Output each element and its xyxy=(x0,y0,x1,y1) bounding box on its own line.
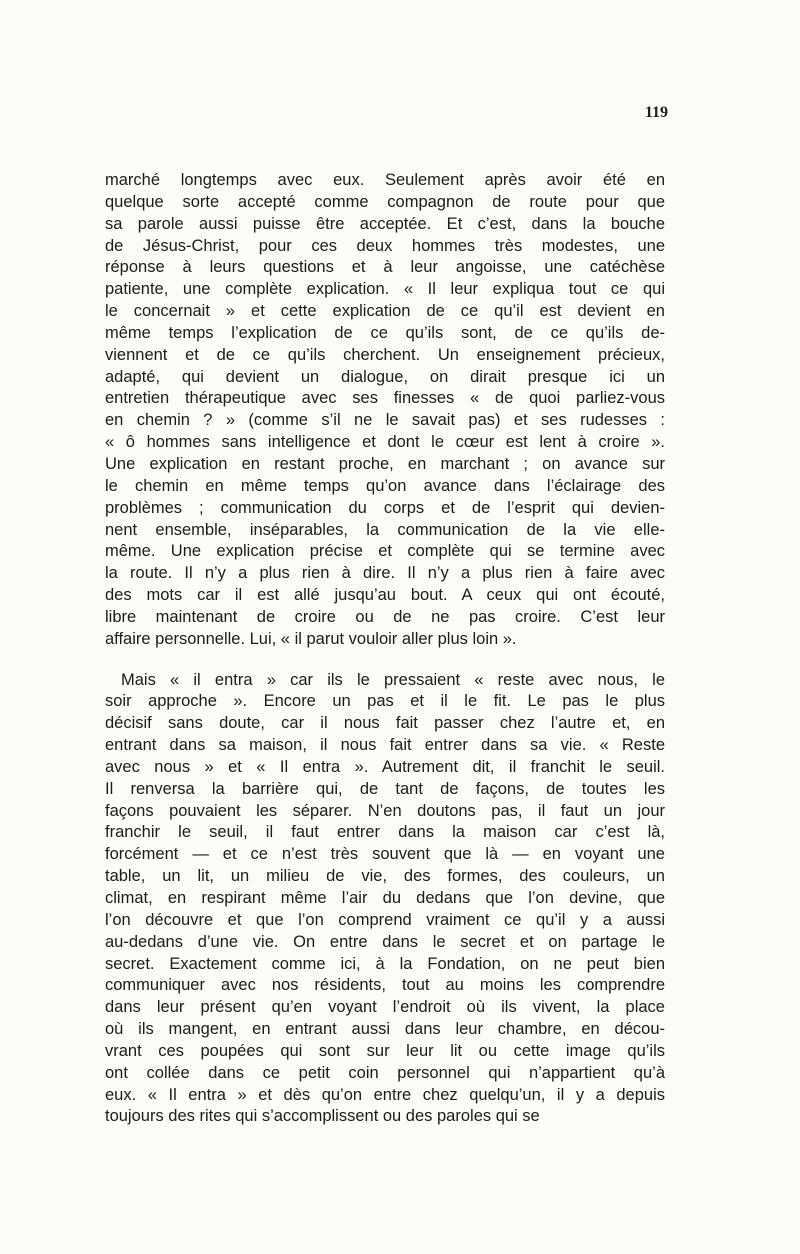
text-line: communiquer avec nos résidents, tout au moins les comprendre xyxy=(105,976,665,995)
text-line: vrant ces poupées qui sont sur leur lit ou cette image qu’ils xyxy=(105,1041,665,1060)
paragraph-2 xyxy=(105,670,665,1129)
text-line: réponse à leurs questions et à leur angoisse, une catéchèse xyxy=(105,258,665,277)
text-line: en chemin ? » (comme s’il ne le savait pas) et ses rudesses : xyxy=(105,411,665,430)
text-line: sa parole aussi puisse être acceptée. Et c’est, dans la bouche xyxy=(105,214,665,233)
text-line: nent ensemble, inséparables, la communication de la vie elle- xyxy=(105,520,665,539)
text-line: au-dedans d’une vie. On entre dans le secret et on partage le xyxy=(105,932,665,951)
text-line: problèmes ; communication du corps et de l’esprit qui devien- xyxy=(105,498,665,517)
text-line: le concernait » et cette explication de ce qu’il est devient en xyxy=(105,302,665,321)
text-line: entretien thérapeutique avec ses finesses « de quoi parliez-vous xyxy=(105,389,665,408)
text-line: Il renversa la barrière qui, de tant de façons, de toutes les xyxy=(105,779,665,798)
text-line: libre maintenant de croire ou de ne pas croire. C’est leur xyxy=(105,607,665,626)
text-line: où ils mangent, en entrant aussi dans leur chambre, en décou- xyxy=(105,1020,665,1039)
text-line: façons pouvaient les séparer. N’en doutons pas, il faut un jour xyxy=(105,801,665,820)
text-line: ont collée dans ce petit coin personnel qui n’appartient qu’à xyxy=(105,1063,665,1082)
text-line: dans leur présent qu’en voyant l’endroit où ils vivent, la place xyxy=(105,998,665,1017)
text-line: soir approche ». Encore un pas et il le fit. Le pas le plus xyxy=(105,692,665,711)
text-line: des mots car il est allé jusqu’au bout. A ceux qui ont écouté, xyxy=(105,586,665,605)
text-line: eux. « Il entra » et dès qu’on entre chez quelqu’un, il y a depuis xyxy=(105,1085,665,1104)
text-line: le chemin en même temps qu’on avance dans l’éclairage des xyxy=(105,476,665,495)
body-text xyxy=(105,170,665,1128)
text-line: table, un lit, un milieu de vie, des formes, des couleurs, un xyxy=(105,867,665,886)
text-line: l’on découvre et que l’on comprend vraiment ce qu’il y a aussi xyxy=(105,910,665,929)
text-line: secret. Exactement comme ici, à la Fondation, on ne peut bien xyxy=(105,954,665,973)
text-line: même temps l’explication de ce qu’ils sont, de ce qu’ils de- xyxy=(105,323,665,342)
page-number: 119 xyxy=(644,104,668,121)
text-line: la route. Il n’y a plus rien à dire. Il n’y a plus rien à faire avec xyxy=(105,564,665,583)
text-line: avec nous » et « Il entra ». Autrement dit, il franchit le seuil. xyxy=(105,757,665,776)
paragraph-1 xyxy=(105,170,665,651)
text-line: viennent et de ce qu’ils cherchent. Un enseignement précieux, xyxy=(105,345,665,364)
text-line: quelque sorte accepté comme compagnon de route pour que xyxy=(105,192,665,211)
text-line: de Jésus-Christ, pour ces deux hommes très modestes, une xyxy=(105,236,665,255)
text-line: même. Une explication précise et complète qui se termine avec xyxy=(105,542,665,561)
text-line: entrant dans sa maison, il nous fait entrer dans sa vie. « Reste xyxy=(105,736,665,755)
text-line: Mais « il entra » car ils le pressaient « reste avec nous, le xyxy=(121,670,665,689)
text-line: toujours des rites qui s’accomplissent ou des paroles qui se xyxy=(105,1107,540,1126)
text-line: « ô hommes sans intelligence et dont le cœur est lent à croire ». xyxy=(105,433,665,452)
text-line: forcément — et ce n’est très souvent que là — en voyant une xyxy=(105,845,665,864)
text-line: Une explication en restant proche, en marchant ; on avance sur xyxy=(105,454,665,473)
text-line: décisif sans doute, car il nous fait passer chez l’autre et, en xyxy=(105,714,665,733)
text-line: climat, en respirant même l’air du dedans que l’on devine, que xyxy=(105,889,665,907)
text-line: affaire personnelle. Lui, « il parut vouloir aller plus loin ». xyxy=(105,629,517,648)
text-line: marché longtemps avec eux. Seulement après avoir été en xyxy=(105,171,665,189)
text-line: patiente, une complète explication. « Il leur expliqua tout ce qui xyxy=(105,280,665,299)
text-line: franchir le seuil, il faut entrer dans la maison car c’est là, xyxy=(105,823,665,842)
text-line: adapté, qui devient un dialogue, on dirait presque ici un xyxy=(105,367,665,386)
